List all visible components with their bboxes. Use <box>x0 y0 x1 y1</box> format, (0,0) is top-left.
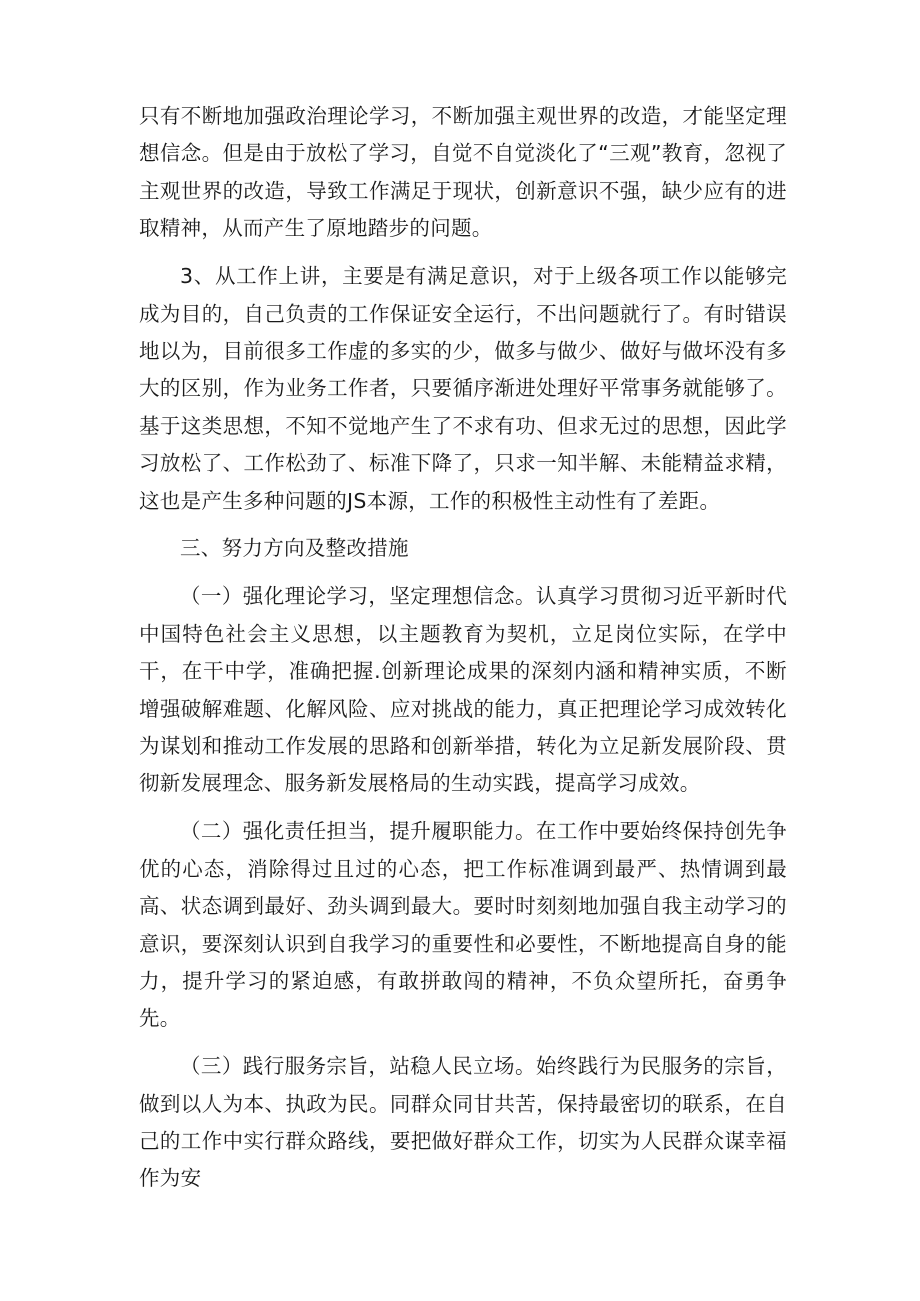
paragraph-theory-study: （一）强化理论学习，坚定理想信念。认真学习贯彻习近平新时代中国特色社会主义思想，以主题教育为契机，立足岗位实际，在学中干，在干中学，准确把握.创新理论成果的深刻内涵和精神实质，不断增强破解难题、化解风险、应对挑战的能力，真正把理论学习成效转化为谋划和推动工作发展的思路和创新举措，转化为立足新发展阶段、贯彻新发展理念、服务新发展格局的生动实践，提高学习成效。 <box>139 584 787 796</box>
paragraph-service-purpose: （三）践行服务宗旨，站稳人民立场。始终践行为民服务的宗旨，做到以人为本、执政为民。同群众同甘共苦，保持最密切的联系，在自己的工作中实行群众路线，要把做好群众工作，切实为人民群众谋幸福作为安 <box>139 1054 787 1191</box>
document-body <box>139 98 787 1208</box>
paragraph-responsibility: （二）强化责任担当，提升履职能力。在工作中要始终保持创先争优的心态，消除得过且过的心态，把工作标准调到最严、热情调到最高、状态调到最好、劲头调到最大。要时时刻刻地加强自我主动学习的意识，要深刻认识到自我学习的重要性和必要性，不断地提高自身的能力，提升学习的紧迫感，有敢拼敢闯的精神，不负众望所托，奋勇争先。 <box>139 819 787 1031</box>
paragraph-work-reason: 3、从工作上讲，主要是有满足意识，对于上级各项工作以能够完成为目的，自己负责的工作保证安全运行，不出问题就行了。有时错误地以为，目前很多工作虚的多实的少，做多与做少、做好与做坏没有多大的区别，作为业务工作者，只要循序渐进处理好平常事务就能够了。基于这类思想，不知不觉地产生了不求有功、但求无过的思想，因此学习放松了、工作松劲了、标准下降了，只求一知半解、未能精益求精，这也是产生多种问题的JS本源，工作的积极性主动性有了差距。 <box>139 264 787 513</box>
section-heading-improvement: 三、努力方向及整改措施 <box>180 536 409 561</box>
paragraph-continuation: 只有不断地加强政治理论学习，不断加强主观世界的改造，才能坚定理想信念。但是由于放松了学习，自觉不自觉淡化了“三观”教育，忽视了主观世界的改造，导致工作满足于现状，创新意识不强，缺少应有的进取精神，从而产生了原地踏步的问题。 <box>139 104 787 241</box>
